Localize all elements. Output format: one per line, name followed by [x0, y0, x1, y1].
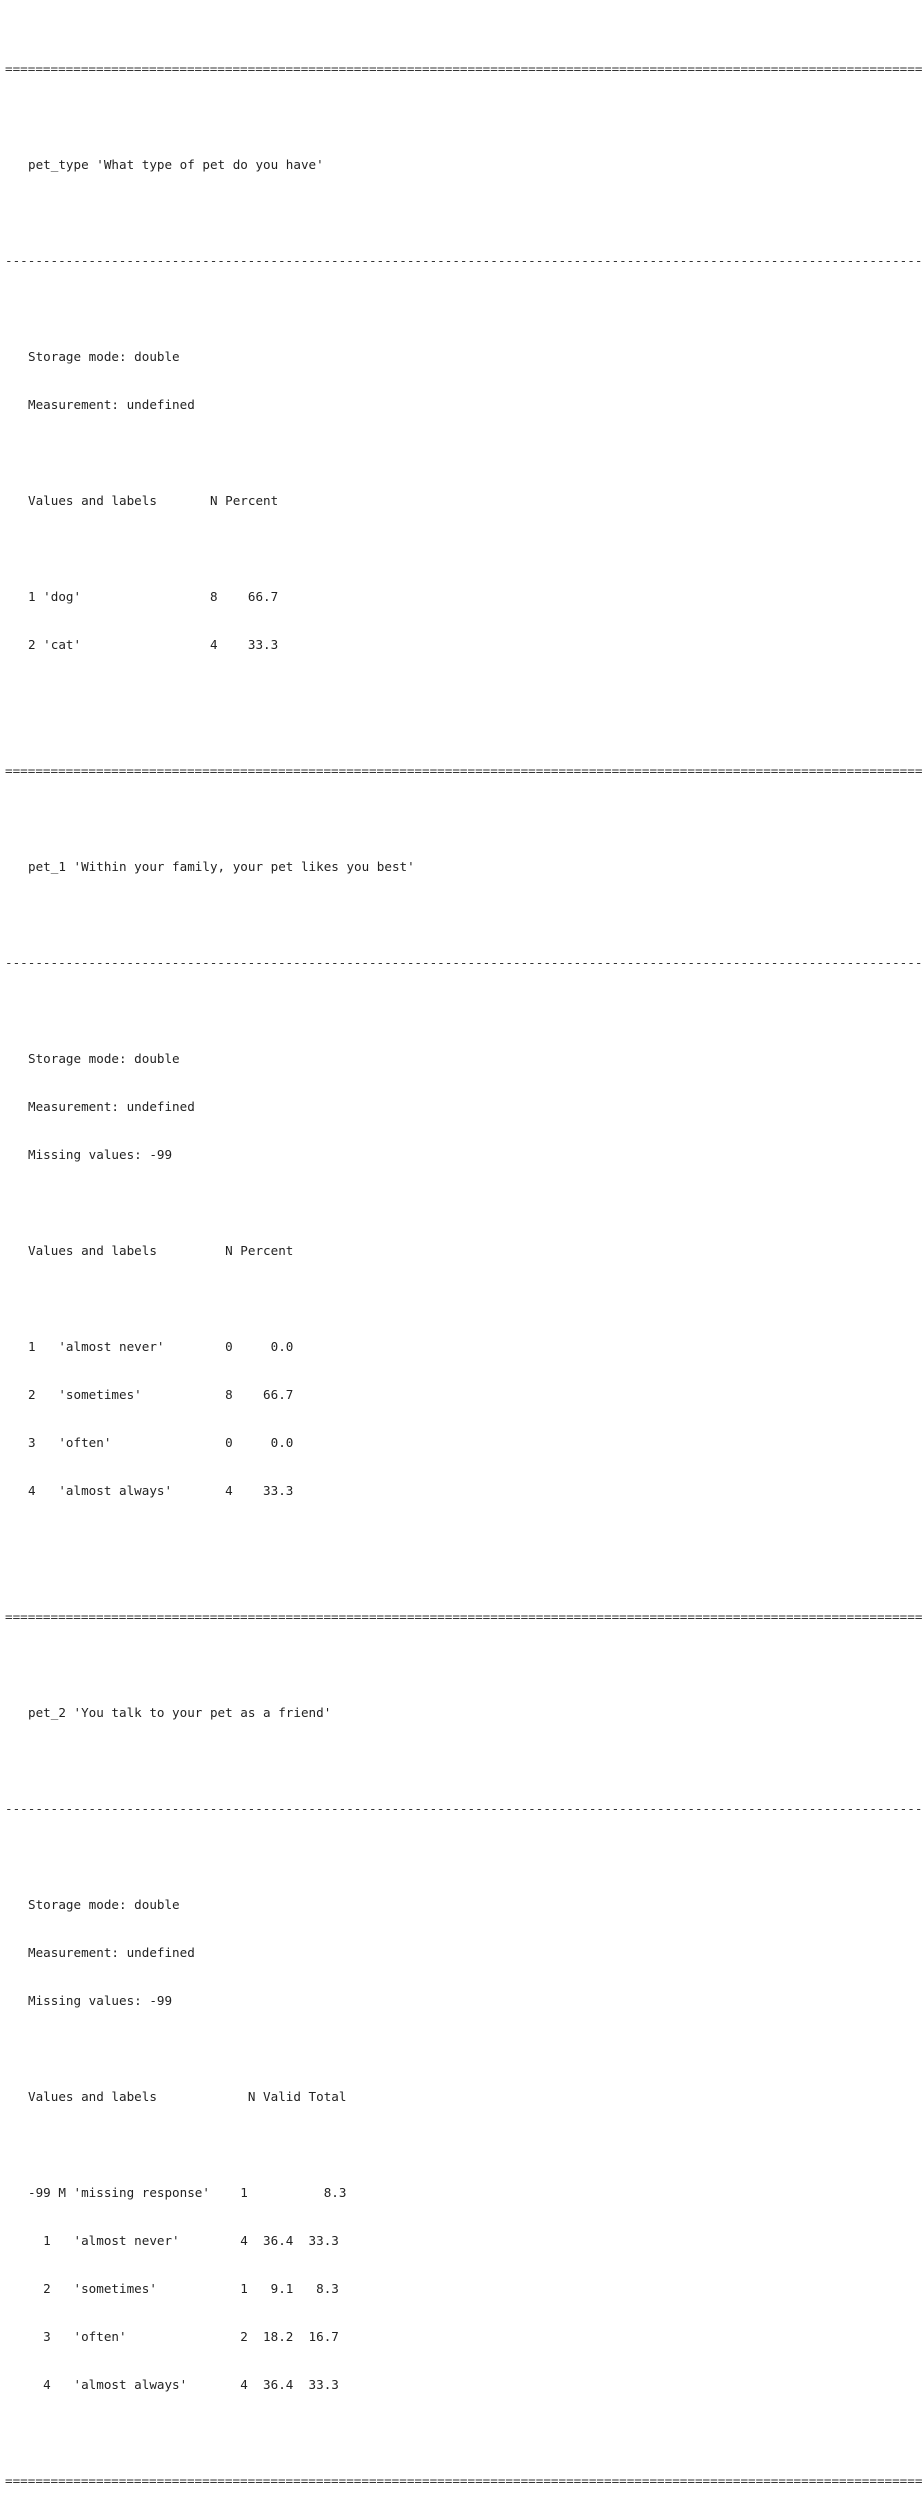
- table-row: 1 'almost never' 4 36.4 33.3: [28, 2233, 339, 2248]
- variable-header: pet_type 'What type of pet do you have': [28, 157, 324, 172]
- table-header: Values and labels N Valid Total: [28, 2089, 347, 2104]
- spacer: [5, 1752, 717, 1770]
- table-row: -99 M 'missing response' 1 8.3: [28, 2185, 347, 2200]
- spacer: [5, 2424, 717, 2442]
- measurement: Measurement: undefined: [28, 397, 195, 412]
- spacer: [5, 444, 717, 462]
- table-header: Values and labels N Percent: [28, 1243, 294, 1258]
- spacer: [5, 204, 717, 222]
- table-row: 3 'often' 2 18.2 16.7: [28, 2329, 339, 2344]
- variable-header: pet_1 'Within your family, your pet likes you best': [28, 859, 415, 874]
- table-row: 2 'sometimes' 8 66.7: [28, 1387, 294, 1402]
- double-rule: =========================================================================================================================: [5, 1609, 922, 1624]
- spacer: [5, 540, 717, 558]
- spacer: [5, 684, 717, 702]
- spacer: [5, 1530, 717, 1548]
- codebook-output: [5, 0, 922, 2520]
- storage-mode: Storage mode: double: [28, 349, 180, 364]
- measurement: Measurement: undefined: [28, 1945, 195, 1960]
- single-rule: -------------------------------------------------------------------------------------------------------------------------: [5, 253, 922, 268]
- spacer: [5, 108, 717, 126]
- spacer: [5, 1194, 717, 1212]
- spacer: [5, 906, 717, 924]
- missing-values: Missing values: -99: [28, 1993, 173, 2008]
- double-rule: =========================================================================================================================: [5, 61, 922, 76]
- double-rule: =========================================================================================================================: [5, 763, 922, 778]
- double-rule: =========================================================================================================================: [5, 2473, 922, 2488]
- table-header: Values and labels N Percent: [28, 493, 279, 508]
- table-row: 2 'cat' 4 33.3: [28, 637, 279, 652]
- variable-header: pet_2 'You talk to your pet as a friend': [28, 1705, 332, 1720]
- missing-values: Missing values: -99: [28, 1147, 173, 1162]
- spacer: [5, 1002, 717, 1020]
- spacer: [5, 2040, 717, 2058]
- storage-mode: Storage mode: double: [28, 1051, 180, 1066]
- table-row: 1 'dog' 8 66.7: [28, 589, 279, 604]
- spacer: [5, 810, 717, 828]
- spacer: [5, 300, 717, 318]
- table-row: 2 'sometimes' 1 9.1 8.3: [28, 2281, 339, 2296]
- storage-mode: Storage mode: double: [28, 1897, 180, 1912]
- spacer: [5, 1848, 717, 1866]
- table-row: 4 'almost always' 4 33.3: [28, 1483, 294, 1498]
- spacer: [5, 2136, 717, 2154]
- table-row: 4 'almost always' 4 36.4 33.3: [28, 2377, 339, 2392]
- spacer: [5, 1656, 717, 1674]
- spacer: [5, 1290, 717, 1308]
- measurement: Measurement: undefined: [28, 1099, 195, 1114]
- single-rule: -------------------------------------------------------------------------------------------------------------------------: [5, 1801, 922, 1816]
- single-rule: -------------------------------------------------------------------------------------------------------------------------: [5, 955, 922, 970]
- table-row: 1 'almost never' 0 0.0: [28, 1339, 294, 1354]
- table-row: 3 'often' 0 0.0: [28, 1435, 294, 1450]
